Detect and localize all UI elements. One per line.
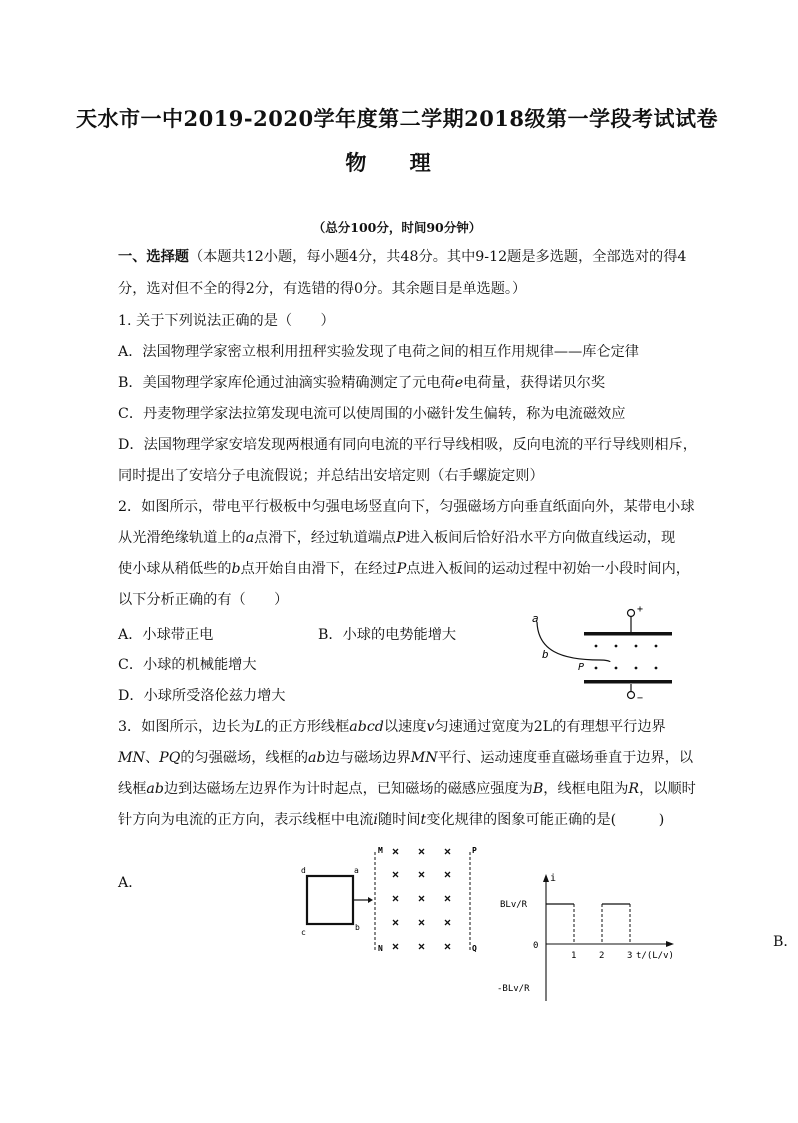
q3-line-4: 针方向为电流的正方向，表示线框中电流i随时间t变化规律的图象可能正确的是( ) — [118, 812, 665, 828]
q3-current-graph — [496, 868, 681, 1004]
q3-line-1: 3．如图所示，边长为L的正方形线框abcd以速度v匀速通过宽度为2L的有理想平行边界 — [118, 719, 666, 735]
exam-meta: （总分100分，时间90分钟） — [312, 220, 482, 235]
section-label: 一、选择题 — [118, 249, 189, 265]
q2-option-d: D．小球所受洛伦兹力增大 — [118, 688, 286, 704]
q3-line-3: 线框ab边到达磁场左边界作为计时起点，已知磁场的磁感应强度为B，线框电阻为R，以顺时 — [118, 781, 696, 797]
q2-line-4: 以下分析正确的有（ ） — [118, 592, 289, 608]
x-axis-label: t/(L/v) — [636, 951, 674, 961]
subject-title: 物 理 — [345, 150, 449, 175]
q2-top-plate — [584, 632, 672, 636]
y-axis-arrow — [543, 874, 549, 882]
q3-label-d: d — [301, 866, 306, 875]
y-axis-label: i — [550, 873, 557, 884]
q2-option-b: B．小球的电势能增大 — [318, 627, 457, 643]
q3-square-frame — [307, 876, 353, 924]
q3-option-b-label: B． — [773, 934, 798, 950]
q3-field-crosses — [393, 849, 450, 949]
section-intro-line-2: 分，选对但不全的得2分，有选错的得0分。其余题目是单选题。） — [118, 281, 527, 297]
q3-label-p: P — [472, 846, 477, 855]
x-axis-arrow — [666, 941, 674, 947]
exam-title: 天水市一中2019-2020学年度第二学期2018级第一学段考试试卷 — [75, 106, 719, 131]
q1-option-b: B．美国物理学家库伦通过油滴实验精确测定了元电荷e电荷量，获得诺贝尔奖 — [118, 375, 606, 391]
q3-label-a: a — [354, 866, 359, 875]
q2-label-a: a — [532, 612, 539, 625]
q2-label-b: b — [542, 648, 549, 661]
section-intro-line-1: 一、选择题（本题共12小题，每小题4分，共48分。其中9-12题是多选题，全部选对的得4 — [118, 249, 687, 265]
q3-line-2: MN、PQ的匀强磁场，线框的ab边与磁场边界MN平行、运动速度垂直磁场垂直于边界，以 — [118, 750, 694, 766]
q2-option-a: A．小球带正电 — [118, 627, 214, 643]
q2-option-c: C．小球的机械能增大 — [118, 657, 257, 673]
q3-label-n: N — [378, 944, 383, 953]
q2-line-1: 2．如图所示，带电平行极板中匀强电场竖直向下，匀强磁场方向垂直纸面向外，某带电小球 — [118, 499, 695, 515]
q2-minus-label: − — [637, 693, 644, 704]
q2-field-dots — [595, 645, 658, 670]
q2-bottom-plate — [584, 680, 672, 684]
q3-label-b: b — [355, 923, 360, 932]
y-tick-neg: -BLv/R — [497, 984, 530, 994]
q2-plus-label: + — [637, 604, 644, 615]
q2-line-2: 从光滑绝缘轨道上的a点滑下，经过轨道端点P进入板间后恰好沿水平方向做直线运动，现 — [118, 530, 676, 546]
q1-option-c: C．丹麦物理学家法拉第发现电流可以使周围的小磁针发生偏转，称为电流磁效应 — [118, 406, 626, 422]
q1-stem: 1. 关于下列说法正确的是（ ） — [118, 313, 335, 329]
q3-velocity-arrow — [368, 897, 373, 903]
y-tick-pos: BLv/R — [500, 900, 528, 910]
q2-label-p: P — [578, 662, 585, 673]
origin-label: 0 — [533, 941, 539, 951]
q2-line-3: 使小球从稍低些的b点开始自由滑下，在经过P点进入板间的运动过程中初始一小段时间内， — [118, 561, 690, 577]
q3-option-a-label: A． — [118, 875, 143, 891]
q3-label-m: M — [378, 846, 383, 855]
q3-label-c: c — [301, 928, 306, 937]
x-tick-2: 2 — [599, 951, 605, 961]
q3-label-q: Q — [472, 944, 477, 953]
q2-figure — [520, 598, 680, 703]
x-tick-3: 3 — [627, 951, 633, 961]
q1-option-a: A．法国物理学家密立根利用扭秤实验发现了电荷之间的相互作用规律——库仑定律 — [118, 344, 639, 360]
x-tick-1: 1 — [571, 951, 577, 961]
q3-frame-figure — [298, 840, 488, 960]
q1-option-d-line-1: D．法国物理学家安培发现两根通有同向电流的平行导线相吸，反向电流的平行导线则相斥， — [118, 437, 697, 453]
q1-option-d-line-2: 同时提出了安培分子电流假说；并总结出安培定则（右手螺旋定则） — [118, 468, 544, 484]
